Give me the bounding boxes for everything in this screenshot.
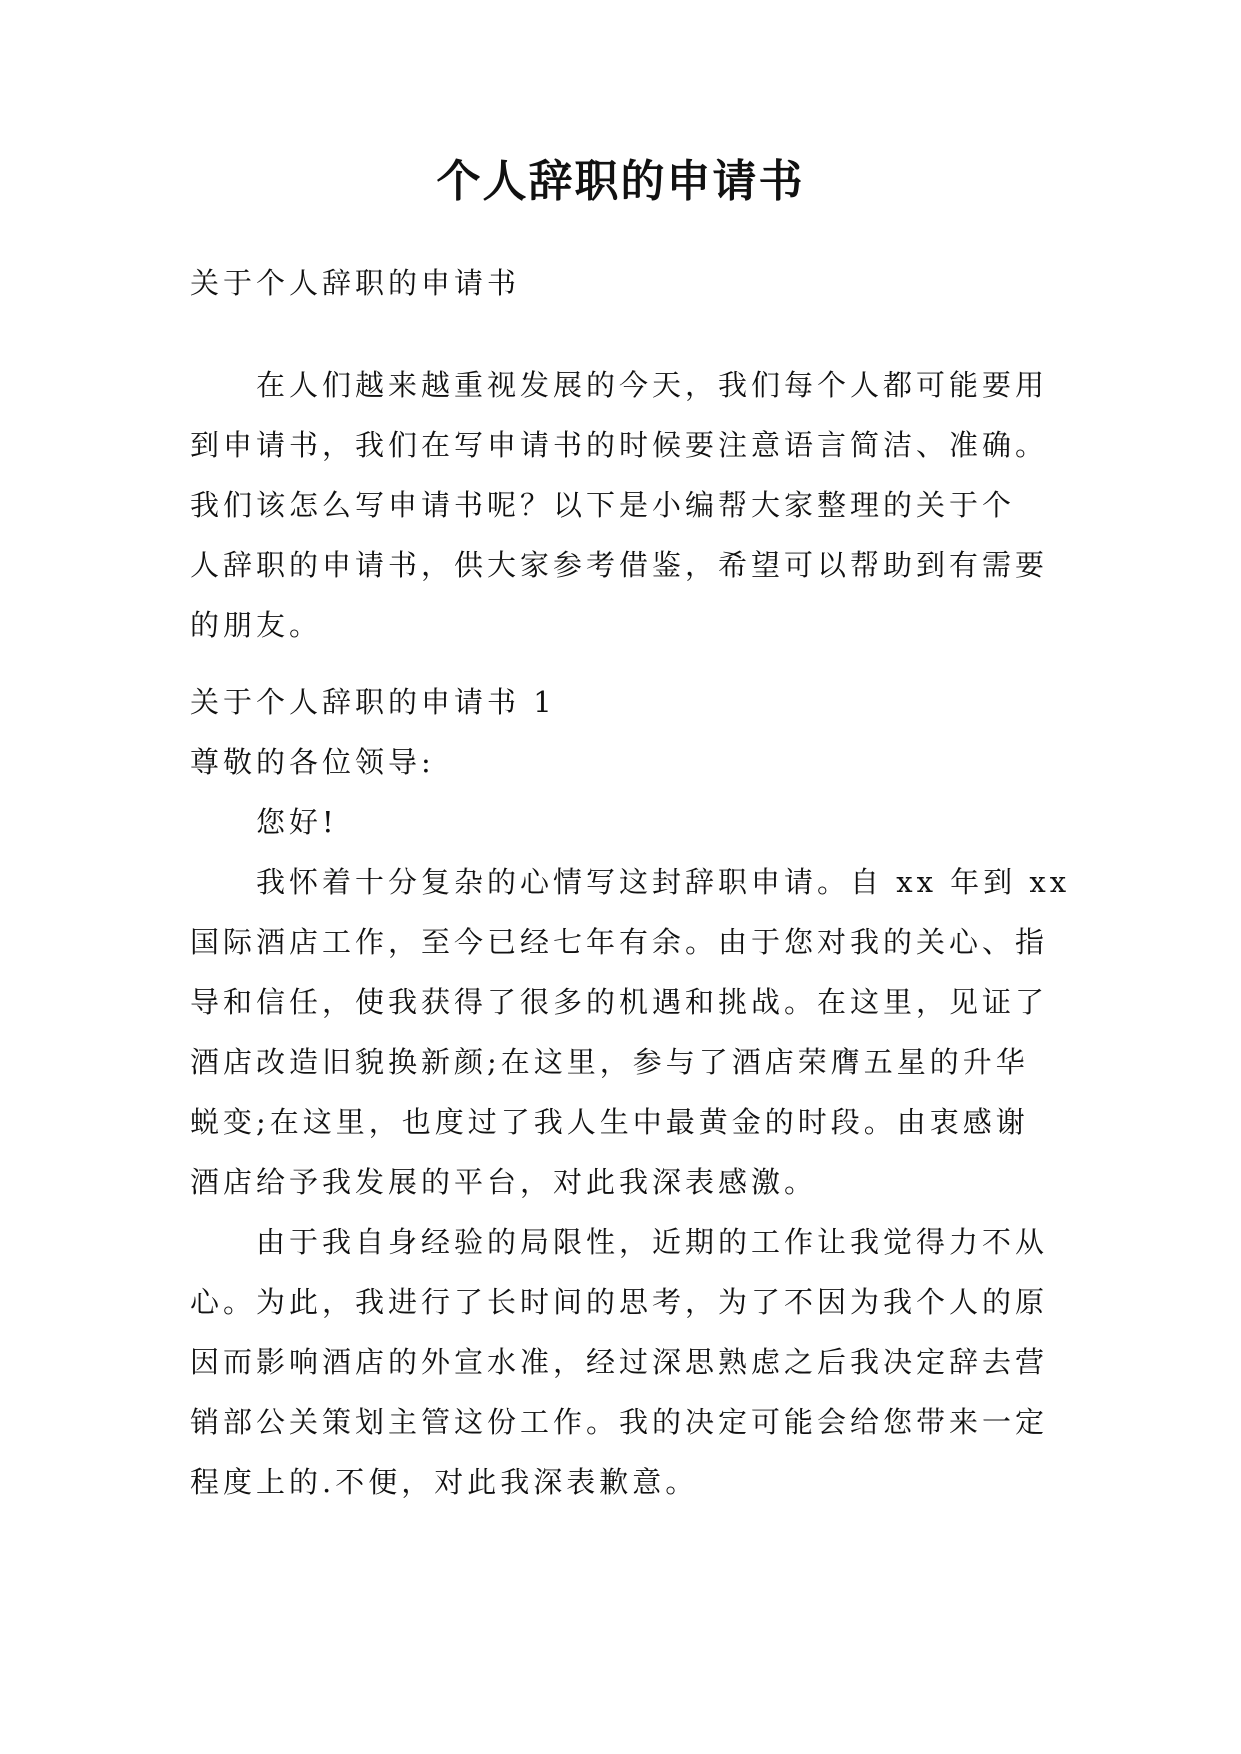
subtitle-text: 关于个人辞职的申请书	[190, 266, 521, 300]
paragraph2-line: 销部公关策划主管这份工作。我的决定可能会给您带来一定	[190, 1405, 1049, 1439]
paragraph1-line: 蜕变;在这里，也度过了我人生中最黄金的时段。由衷感谢	[190, 1105, 1029, 1139]
paragraph2-line: 程度上的.不便，对此我深表歉意。	[190, 1465, 699, 1499]
intro-line: 我们该怎么写申请书呢？以下是小编帮大家整理的关于个	[190, 488, 1016, 522]
document-title: 个人辞职的申请书	[436, 156, 805, 207]
letter-section	[190, 672, 1070, 1512]
intro-line: 在人们越来越重视发展的今天，我们每个人都可能要用	[256, 368, 1049, 402]
paragraph2-line: 由于我自身经验的局限性，近期的工作让我觉得力不从	[256, 1225, 1049, 1259]
intro-line: 的朋友。	[190, 608, 323, 642]
paragraph1-line: 酒店给予我发展的平台，对此我深表感激。	[190, 1165, 818, 1199]
paragraph2-line: 心。为此，我进行了长时间的思考，为了不因为我个人的原	[190, 1285, 1049, 1319]
salutation: 尊敬的各位领导:	[190, 745, 435, 779]
paragraph1-line: 酒店改造旧貌换新颜;在这里，参与了酒店荣膺五星的升华	[190, 1045, 1029, 1079]
intro-line: 到申请书，我们在写申请书的时候要注意语言简洁、准确。	[190, 428, 1049, 462]
intro-line: 人辞职的申请书，供大家参考借鉴，希望可以帮助到有需要	[190, 548, 1049, 582]
section-heading: 关于个人辞职的申请书 1	[190, 685, 556, 719]
document-subtitle	[190, 253, 1070, 313]
paragraph1-line: 导和信任，使我获得了很多的机遇和挑战。在这里，见证了	[190, 985, 1049, 1019]
paragraph2-line: 因而影响酒店的外宣水准，经过深思熟虑之后我决定辞去营	[190, 1345, 1049, 1379]
paragraph1-line: 我怀着十分复杂的心情写这封辞职申请。自 xx 年到 xx	[256, 865, 1071, 899]
greeting: 您好!	[256, 805, 338, 839]
paragraph1-line: 国际酒店工作，至今已经七年有余。由于您对我的关心、指	[190, 925, 1049, 959]
intro-paragraph	[190, 355, 1070, 655]
